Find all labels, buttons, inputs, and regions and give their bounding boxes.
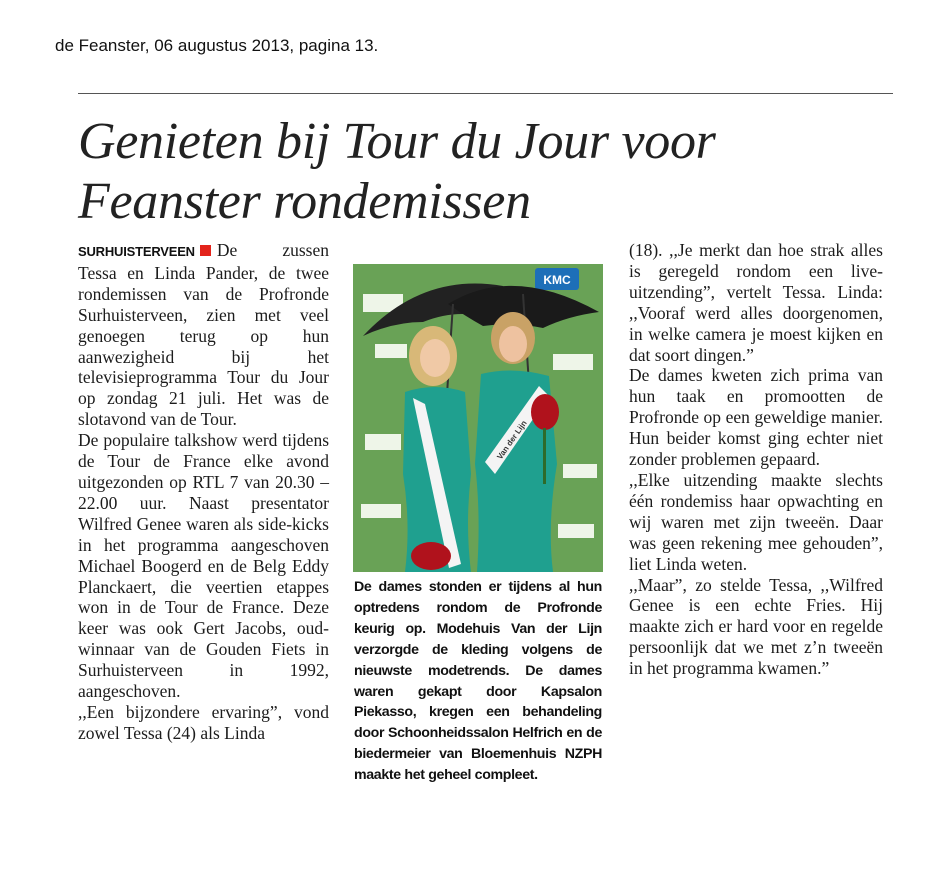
photo-illustration [353,264,603,572]
sponsor-sign-text: KMC [543,273,571,287]
roses-right [531,394,559,430]
article-column-left [78,240,329,744]
paragraph-1 [78,240,329,430]
backdrop-logo [558,524,594,538]
headline [78,112,898,232]
backdrop-logo [361,504,401,518]
source-line: de Feanster, 06 augustus 2013, pagina 13. [55,36,379,55]
roses-left [411,542,451,570]
backdrop-logo [563,464,597,478]
paragraph-4: (18). ,,Je merkt dan hoe strak alles is geregeld rondom een live-uitzending”, vertelt Tessa. Linda: ,,Vooraf werd alles doorgenomen, in welke camera je moest kijken en dat soort dingen.” [629,240,883,365]
sash-text: Van der Lijn [495,418,529,462]
paragraph-5: De dames kweten zich prima van hun taak en promootten de Profronde op een geweldige manier. Hun beider komst ging echter niet zonder problemen gepaard. [629,365,883,470]
headline-line-2: Feanster rondemissen [78,173,531,230]
article-photo [353,264,603,572]
backdrop-logo [365,434,401,450]
paragraph-7: ,,Maar”, zo stelde Tessa, ,,Wilfred Genee is een echte Fries. Hij maakte zich er hard voor en regelde persoonlijk dat we met z’n tweeën in het programma kwamen.” [629,574,883,679]
face-left [420,339,450,377]
header-rule [78,93,893,94]
paragraph-6: ,,Elke uitzending maakte slechts één rondemiss haar opwachting en wij waren met zijn tweeën. Daar was geen rekening mee gehouden”, liet Linda weten. [629,469,883,574]
backdrop-logo [375,344,407,358]
paragraph-1-text: De zussen Tessa en Linda Pander, de twee rondemissen van de Profronde Surhuisterveen, zien met veel genoegen terug op hun aanwezigheid bij het televisieprogramma Tour du Jour op zondag 21 juli. Het was de slotavond van de Tour. [78,240,329,430]
dateline: SURHUISTERVEEN [78,244,195,259]
face-right [499,326,527,362]
photo-caption: De dames stonden er tijdens al hun optredens rondom de Profronde keurig op. Modehuis Van der Lijn verzorgde de kleding volgens de nieuwste modetrends. De dames waren gekapt door Kapsalon Piekasso, kregen een behandeling door Schoonheidssalon Helfrich en de biedermeier van Bloemenhuis NZPH maakte het geheel compleet. [354,579,602,784]
backdrop-logo [553,354,593,370]
headline-line-1: Genieten bij Tour du Jour voor [78,113,716,170]
paragraph-2: De populaire talkshow werd tijdens de Tour de France elke avond uitgezonden op RTL 7 van 20.30 – 22.00 uur. Naast presentator Wilfred Genee waren als side-kicks in het programma aangeschoven Michael Boogerd en de Belg Eddy Planckaert, die veertien etappes won in de Tour de France. Deze keer was ook Gert Jacobs, oud-winnaar van de Gouden Fiets in Surhuisterveen in 1992, aangeschoven. [78,430,329,702]
red-square-icon [200,245,211,256]
paragraph-3: ,,Een bijzondere ervaring”, vond zowel Tessa (24) als Linda [78,701,329,743]
article-column-right [629,240,883,679]
